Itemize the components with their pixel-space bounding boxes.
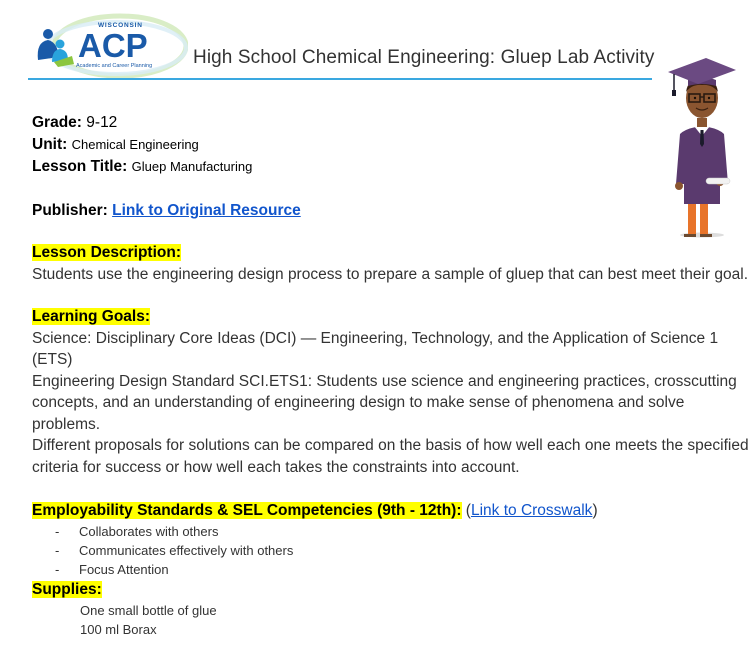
document-header bbox=[0, 0, 755, 90]
wisconsin-acp-logo bbox=[28, 12, 188, 78]
lesson-title-label: Lesson Title: bbox=[32, 158, 128, 175]
supplies-heading: Supplies: bbox=[32, 581, 102, 598]
employability-heading-row: Employability Standards & SEL Competencies (9th - 12th): (Link to Crosswalk) bbox=[32, 502, 598, 519]
supplies-item: One small bottle of glue bbox=[80, 603, 217, 618]
lesson-description-text: Students use the engineering design process to prepare a sample of gluep that can best meet their goal. bbox=[32, 266, 749, 283]
grade-value: 9-12 bbox=[86, 114, 118, 131]
grade-label: Grade: bbox=[32, 114, 82, 131]
publisher-label: Publisher: bbox=[32, 202, 108, 219]
employability-list bbox=[32, 522, 752, 579]
svg-text:ACP: ACP bbox=[78, 27, 148, 64]
lesson-description-heading-row bbox=[32, 242, 752, 264]
lesson-title-row bbox=[32, 156, 752, 178]
learning-goals-heading-row bbox=[32, 306, 752, 328]
list-item: - Collaborates with others bbox=[55, 524, 219, 539]
acp-logo-icon bbox=[28, 12, 188, 78]
learning-goal-dci: Science: Disciplinary Core Ideas (DCI) — Engineering, Technology, and the Application of Science 1 (ETS) bbox=[32, 329, 719, 368]
unit-row bbox=[32, 134, 752, 156]
document-title: High School Chemical Engineering: Gluep Lab Activity bbox=[193, 47, 655, 68]
title-divider bbox=[28, 78, 652, 80]
lesson-title-value: Gluep Manufacturing bbox=[131, 159, 253, 174]
supplies-heading-row bbox=[32, 579, 752, 601]
grade-row bbox=[32, 112, 752, 134]
supplies-item: 100 ml Borax bbox=[80, 622, 157, 637]
original-resource-link[interactable]: Link to Original Resource bbox=[112, 202, 301, 219]
list-item: - Communicates effectively with others bbox=[55, 543, 294, 558]
list-item: - Focus Attention bbox=[55, 562, 169, 577]
unit-label: Unit: bbox=[32, 136, 68, 153]
learning-goal-ets1: Engineering Design Standard SCI.ETS1: Students use science and engineering practices, crosscutting concepts, and an understanding of engineering design to make sense of phenomena and solve problems. bbox=[32, 372, 737, 433]
svg-text:WISCONSIN: WISCONSIN bbox=[98, 22, 143, 29]
learning-goal-proposals: Different proposals for solutions can be compared on the basis of how well each one meets the specified criteria for success or how well each takes the constraints into account. bbox=[32, 437, 749, 476]
unit-value: Chemical Engineering bbox=[71, 137, 199, 152]
publisher-row bbox=[32, 200, 752, 222]
lesson-description-heading: Lesson Description: bbox=[32, 244, 181, 261]
crosswalk-link[interactable]: Link to Crosswalk bbox=[470, 502, 593, 519]
employability-heading: Employability Standards & SEL Competencies (9th - 12th): bbox=[32, 502, 462, 519]
document-body bbox=[32, 112, 752, 639]
learning-goals-heading: Learning Goals: bbox=[32, 307, 150, 325]
svg-text:Academic and Career Planning: Academic and Career Planning bbox=[76, 63, 153, 69]
